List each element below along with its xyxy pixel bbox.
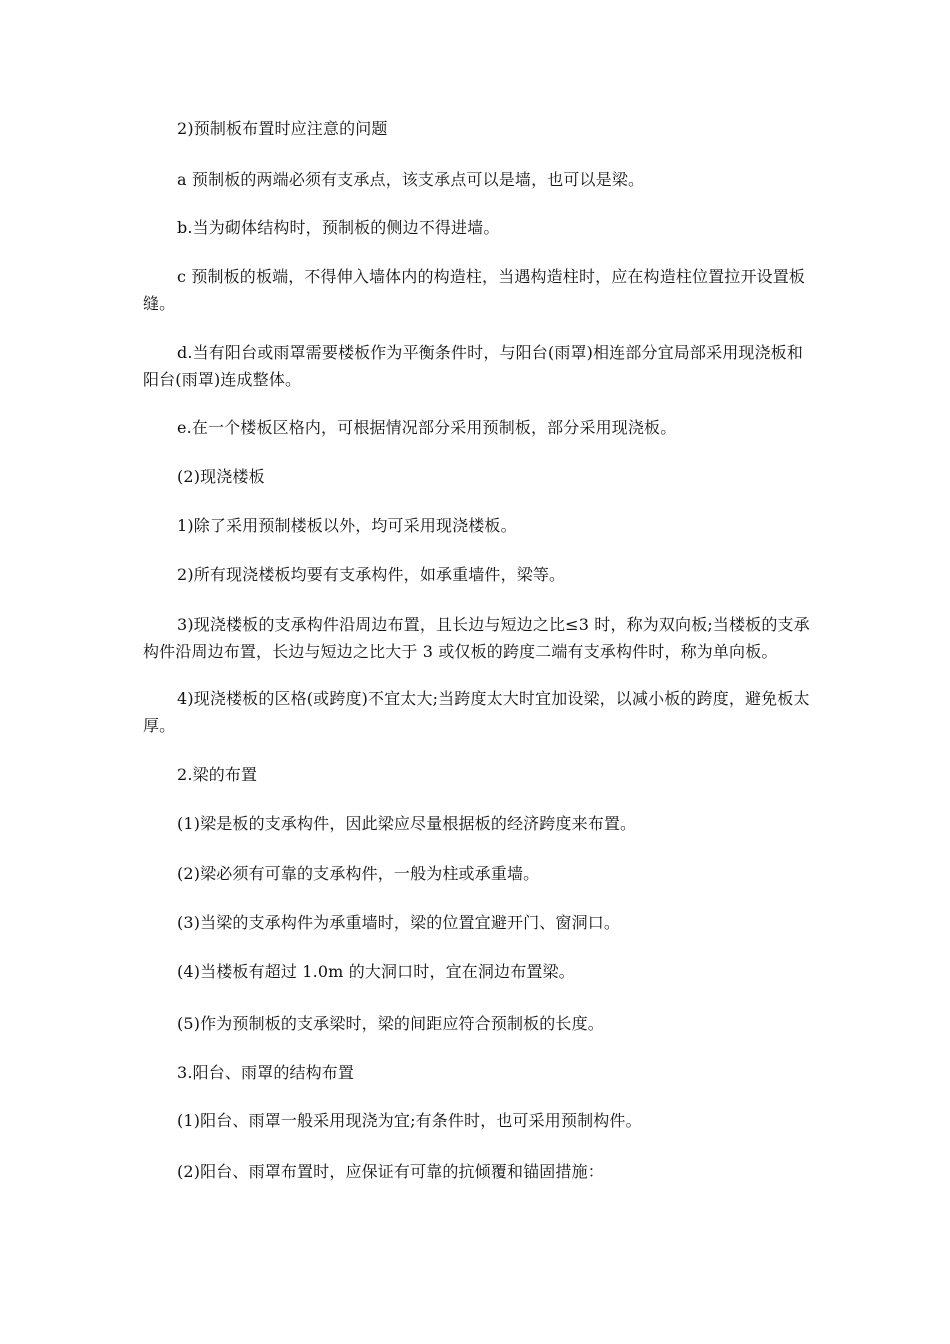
paragraph: (2)梁必须有可靠的支承构件，一般为柱或承重墙。: [177, 864, 540, 883]
paragraph: b.当为砌体结构时，预制板的侧边不得进墙。: [177, 218, 500, 237]
paragraph: 1)除了采用预制楼板以外，均可采用现浇楼板。: [177, 516, 517, 535]
paragraph: (2)阳台、雨罩布置时，应保证有可靠的抗倾覆和锚固措施：: [177, 1162, 604, 1181]
paragraph: 2)预制板布置时应注意的问题: [177, 119, 388, 138]
paragraph: d.当有阳台或雨罩需要楼板作为平衡条件时，与阳台(雨罩)相连部分宜局部采用现浇板和阳台(雨罩)连成整体。: [143, 343, 803, 389]
paragraph: (1)梁是板的支承构件，因此梁应尽量根据板的经济跨度来布置。: [177, 814, 637, 833]
paragraph: 4)现浇楼板的区格(或跨度)不宜太大;当跨度太大时宜加设梁，以减小板的跨度，避免板太厚。: [143, 689, 810, 735]
paragraph: (2)现浇楼板: [177, 467, 265, 486]
paragraph: 2)所有现浇楼板均要有支承构件，如承重墙件，梁等。: [177, 565, 566, 584]
paragraph: (5)作为预制板的支承梁时，梁的间距应符合预制板的长度。: [177, 1014, 604, 1033]
paragraph: 3.阳台、雨罩的结构布置: [177, 1063, 355, 1082]
paragraph: e.在一个楼板区格内，可根据情况部分采用预制板，部分采用现浇板。: [177, 418, 677, 437]
paragraph: c 预制板的板端，不得伸入墙体内的构造柱，当遇构造柱时，应在构造柱位置拉开设置板缝。: [143, 267, 806, 313]
paragraph: (3)当梁的支承构件为承重墙时，梁的位置宜避开门、窗洞口。: [177, 913, 621, 932]
paragraph: (1)阳台、雨罩一般采用现浇为宜;有条件时，也可采用预制构件。: [177, 1111, 642, 1130]
paragraph: (4)当楼板有超过 1.0m 的大洞口时，宜在洞边布置梁。: [177, 962, 575, 981]
paragraph: a 预制板的两端必须有支承点，该支承点可以是墙，也可以是梁。: [177, 170, 645, 189]
paragraph: 2.梁的布置: [177, 765, 258, 784]
paragraph: 3)现浇楼板的支承构件沿周边布置，且长边与短边之比≤3 时，称为双向板;当楼板的支承构件沿周边布置，长边与短边之比大于 3 或仅板的跨度二端有支承构件时，称为单向板。: [143, 615, 810, 661]
